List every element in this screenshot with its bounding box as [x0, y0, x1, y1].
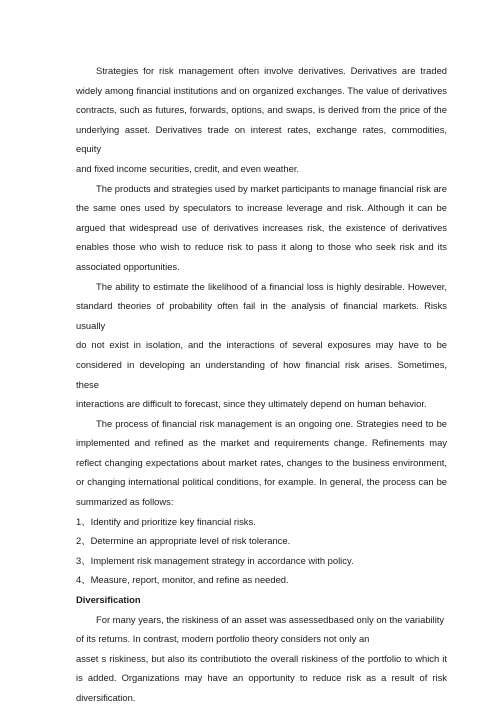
- list-item: 2、Determine an appropriate level of risk tolerance.: [76, 535, 291, 547]
- paragraph-diversification: [76, 610, 447, 708]
- text-line: The ability to estimate the likelihood of a financial loss is highly desirable. However,: [96, 280, 447, 292]
- list-item: 4、Measure, report, monitor, and refine as needed.: [76, 574, 289, 586]
- process-steps-list: [76, 512, 447, 590]
- text-line: enables those who wish to reduce risk to pass it along to those who seek risk and its: [76, 241, 447, 253]
- text-line: the same ones used by speculators to increase leverage and risk. Although it can be: [76, 202, 447, 214]
- document-body: [76, 61, 447, 708]
- text-line: of its returns. In contrast, modern portfolio theory considers not only an: [76, 633, 370, 645]
- text-line: standard theories of probability often fail in the analysis of financial markets. Risks usually: [76, 300, 447, 331]
- text-line: associated opportunities.: [76, 260, 180, 272]
- text-line: underlying asset. Derivatives trade on interest rates, exchange rates, commodities, equity: [76, 123, 447, 155]
- text-line: interactions are difficult to forecast, since they ultimately depend on human behavior.: [76, 398, 427, 410]
- text-line: summarized as follows:: [76, 496, 174, 508]
- text-line: and fixed income securities, credit, and even weather.: [76, 162, 300, 174]
- section-heading: Diversification: [76, 594, 141, 606]
- text-line: The process of financial risk management is an ongoing one. Strategies need to be: [96, 417, 447, 429]
- text-line: argued that widespread use of derivatives increases risk, the existence of derivatives: [76, 221, 447, 233]
- paragraph-process: [76, 414, 447, 512]
- text-line: Strategies for risk management often involve derivatives. Derivatives are traded: [96, 65, 447, 76]
- paragraph-derivatives: [76, 61, 447, 179]
- text-line: considered in developing an understanding of how financial risk arises. Sometimes, these: [76, 358, 447, 390]
- list-item: 1、Identify and prioritize key financial risks.: [76, 515, 256, 527]
- text-line: The products and strategies used by market participants to manage financial risk are: [96, 182, 447, 194]
- text-line: or changing international political conditions, for example. In general, the process can be: [76, 476, 447, 488]
- paragraph-products-strategies: [76, 179, 447, 277]
- text-line: For many years, the riskiness of an asset was assessedbased only on the variability: [96, 613, 445, 625]
- list-item: 3、Implement risk management strategy in accordance with policy.: [76, 554, 354, 566]
- text-line: implemented and refined as the market and requirements change. Refinements may: [76, 437, 447, 449]
- text-line: contracts, such as futures, forwards, options, and swaps, is derived from the price of the: [76, 104, 447, 116]
- text-line: asset s riskiness, but also its contributioto the overall riskiness of the portfolio to which it: [76, 652, 447, 664]
- text-line: widely among financial institutions and on organized exchanges. The value of derivatives: [76, 84, 447, 96]
- text-line: diversification.: [76, 692, 136, 703]
- text-line: reflect changing expectations about market rates, changes to the business environment,: [76, 456, 447, 468]
- paragraph-loss-likelihood: [76, 277, 447, 414]
- text-line: is added. Organizations may have an opportunity to reduce risk as a result of risk: [76, 672, 447, 684]
- text-line: do not exist in isolation, and the interactions of several exposures may have to be: [76, 339, 447, 351]
